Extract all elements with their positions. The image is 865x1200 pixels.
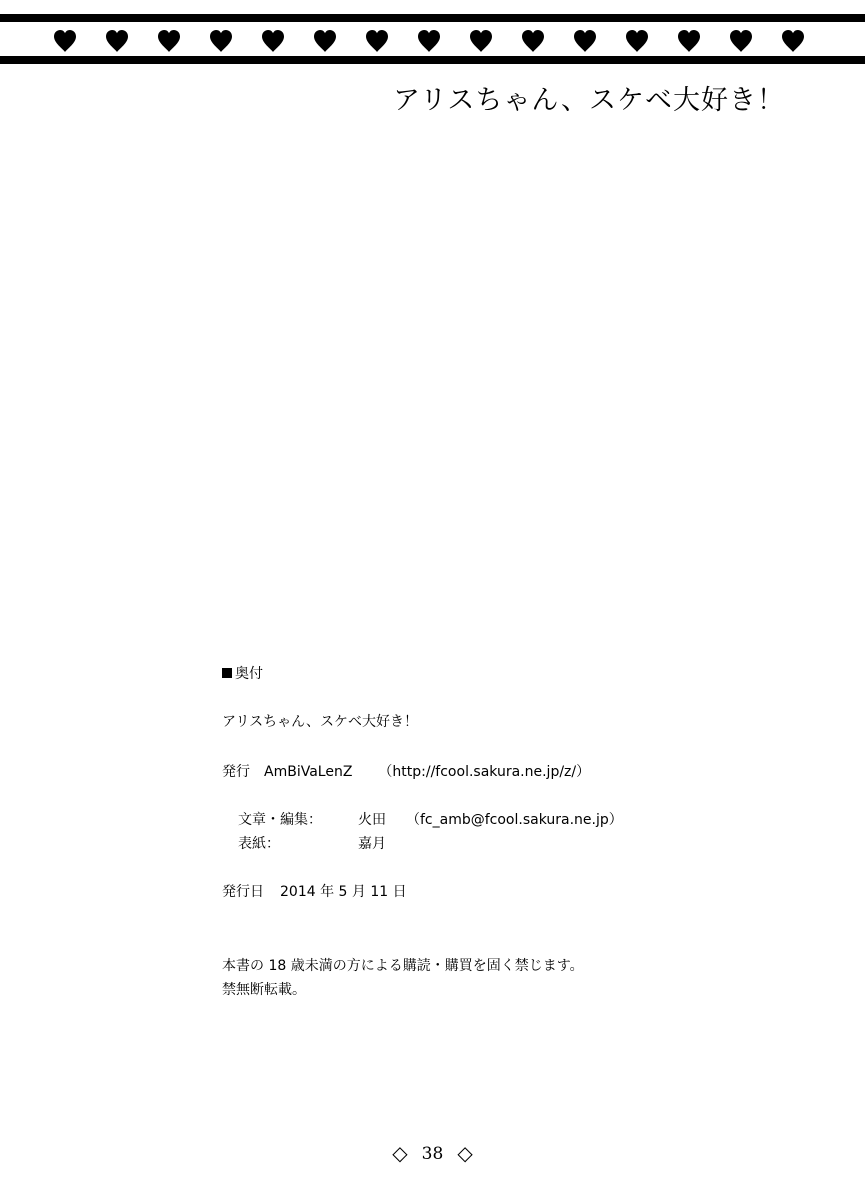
hearts-row: [52, 28, 832, 54]
diamond-left-icon: ◇: [392, 1141, 408, 1165]
heart-icon: [156, 28, 182, 54]
date-value: 2014 年 5 月 11 日: [280, 884, 407, 900]
colophon-heading: 奥付: [235, 666, 263, 682]
heart-icon: [312, 28, 338, 54]
heart-icon: [364, 28, 390, 54]
heart-icon: [624, 28, 650, 54]
heart-icon: [260, 28, 286, 54]
heart-icon: [104, 28, 130, 54]
page-number-footer: [0, 1141, 865, 1165]
publisher-row: [222, 762, 590, 782]
book-title: アリスちゃん、スケベ大好き！: [222, 714, 418, 730]
top-border-line: [0, 14, 865, 22]
credit-name: 嘉月: [358, 836, 386, 852]
credit-name: 火田: [358, 812, 386, 828]
notice-line-1: 本書の 18 歳未満の方による購読・購買を固く禁じます。: [222, 958, 584, 974]
publisher-label: 発行: [222, 764, 250, 780]
publisher-url: （http://fcool.sakura.ne.jp/z/）: [378, 764, 591, 780]
bottom-border-line: [0, 56, 865, 64]
heart-icon: [676, 28, 702, 54]
square-bullet-icon: [222, 668, 232, 678]
heart-icon: [208, 28, 234, 54]
diamond-right-icon: ◇: [457, 1141, 473, 1165]
date-row: [222, 882, 407, 902]
colophon-heading-row: [222, 664, 263, 684]
page-number: 38: [421, 1144, 444, 1164]
credit-contact: （fc_amb@fcool.sakura.ne.jp）: [406, 812, 623, 828]
date-label: 発行日: [222, 884, 264, 900]
credit-role: 表紙：: [238, 836, 280, 852]
publisher-name: AmBiVaLenZ: [264, 764, 353, 780]
heart-icon: [572, 28, 598, 54]
heart-icon: [468, 28, 494, 54]
heart-icon: [728, 28, 754, 54]
credit-row: [238, 810, 623, 830]
credit-row: [238, 834, 406, 854]
heart-icon: [416, 28, 442, 54]
credit-role: 文章・編集：: [238, 812, 322, 828]
heart-icon: [520, 28, 546, 54]
page-title: アリスちゃん、スケベ大好き！: [393, 85, 785, 116]
heart-icon: [780, 28, 806, 54]
notice-line-2: 禁無断転載。: [222, 982, 306, 998]
heart-icon: [52, 28, 78, 54]
